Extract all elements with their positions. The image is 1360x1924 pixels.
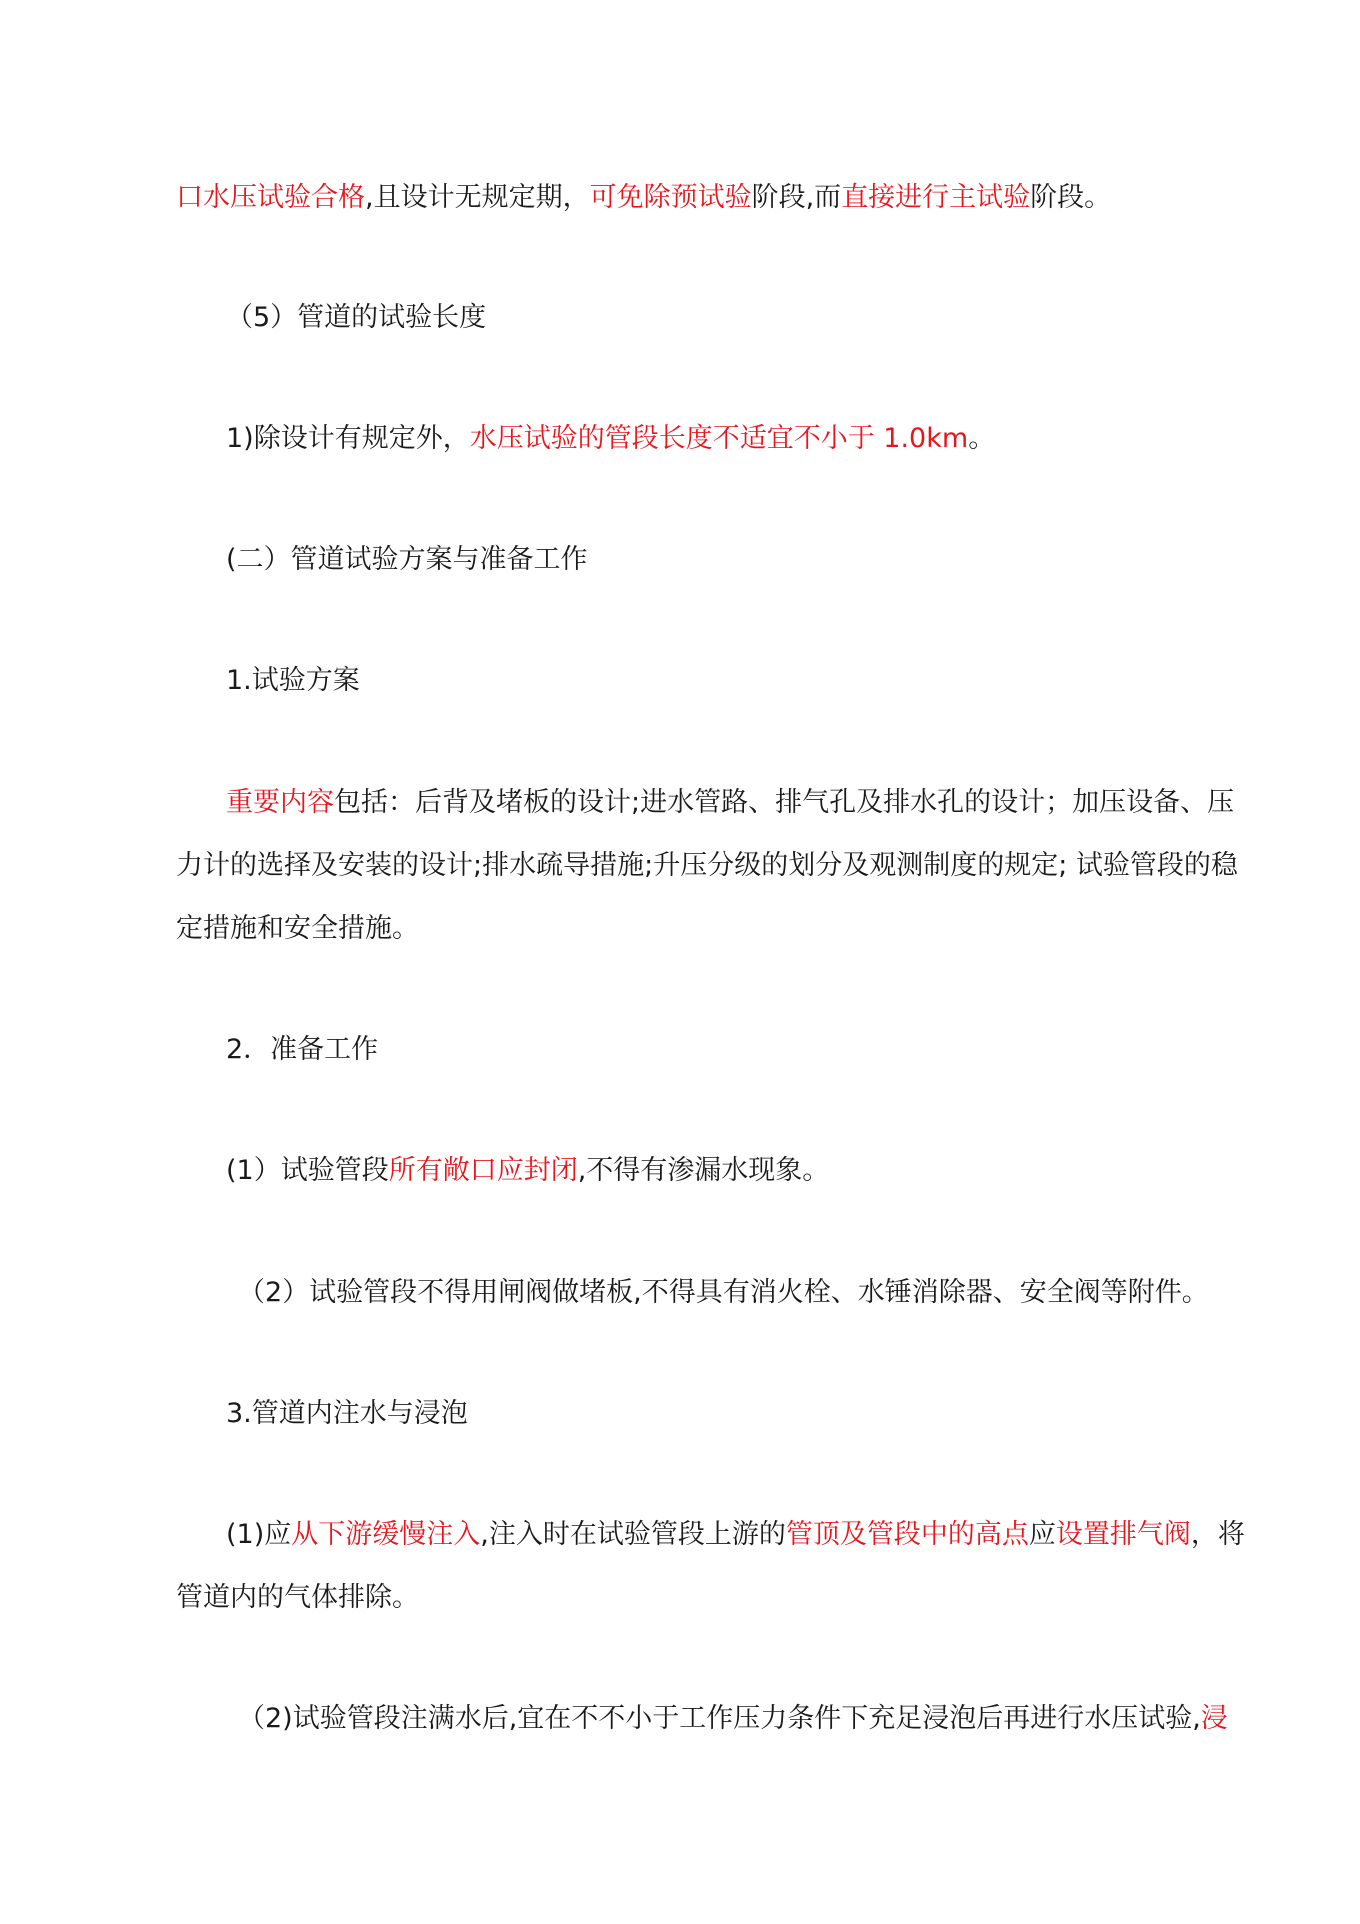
body-text: 1)除设计有规定外，: [226, 423, 470, 454]
body-text: （2）试验管段不得用闸阀做堵板,不得具有消火栓、水锤消除器、安全阀等附件。: [238, 1277, 1209, 1308]
line-plan-content-1: [226, 783, 1234, 823]
highlight-text: 水压试验的管段长度不适宜不小于 1.0km: [469, 423, 969, 454]
body-text: (二）管道试验方案与准备工作: [226, 544, 588, 575]
body-text: （2)试验管段注满水后,宜在不不小于工作压力条件下充足浸泡后再进行水压试验,: [238, 1703, 1201, 1734]
body-text: 包括：后背及堵板的设计;进水管路、排气孔及排水孔的设计；加压设备、压: [334, 787, 1235, 818]
body-text: ，将: [1190, 1519, 1245, 1550]
heading-test-length: [226, 298, 486, 338]
body-text: ,注入时在试验管段上游的: [480, 1519, 786, 1550]
body-text: （5）管道的试验长度: [226, 302, 487, 333]
body-text: 阶段,而: [751, 182, 842, 213]
line-prep-2: [238, 1273, 1209, 1313]
body-text: 管道内的气体排除。: [176, 1582, 419, 1613]
highlight-text: 可免除预试验: [589, 182, 752, 213]
heading-preparation: [226, 1030, 378, 1070]
line-fill-1-cont: [176, 1578, 419, 1618]
body-text: (1)应: [226, 1519, 292, 1550]
line-fill-2: [238, 1699, 1228, 1739]
highlight-text: 设置排气阀: [1055, 1519, 1191, 1550]
body-text: 定措施和安全措施。: [176, 913, 419, 944]
line-plan-content-2: [176, 846, 1238, 886]
highlight-text: 浸: [1200, 1703, 1228, 1734]
line-prep-1: [226, 1151, 829, 1191]
body-text: 力计的选择及安装的设计;排水疏导措施;升压分级的划分及观测制度的规定; 试验管段的稳: [176, 850, 1238, 881]
highlight-text: 重要内容: [226, 787, 334, 818]
body-text: (1）试验管段: [226, 1155, 389, 1186]
highlight-text: 从下游缓慢注入: [291, 1519, 481, 1550]
heading-test-plan: [226, 540, 588, 580]
body-text: 3.管道内注水与浸泡: [226, 1398, 468, 1429]
body-text: ,不得有渗漏水现象。: [577, 1155, 830, 1186]
line-length-rule: [226, 419, 995, 459]
highlight-text: 所有敞口应封闭: [388, 1155, 578, 1186]
line-plan-content-3: [176, 909, 419, 949]
body-text: 阶段。: [1030, 182, 1112, 213]
body-text: 。: [968, 423, 996, 454]
body-text: ,且设计无规定期，: [365, 182, 590, 213]
highlight-text: 直接进行主试验: [841, 182, 1031, 213]
line-1: [176, 178, 1111, 218]
body-text: 1.试验方案: [226, 665, 360, 696]
body-text: 2．准备工作: [226, 1034, 379, 1065]
line-fill-1: [226, 1515, 1245, 1555]
heading-plan: [226, 661, 360, 701]
body-text: 应: [1028, 1519, 1056, 1550]
highlight-text: 管顶及管段中的高点: [785, 1519, 1029, 1550]
highlight-text: 口水压试验合格: [176, 182, 365, 213]
heading-water-fill: [226, 1394, 468, 1434]
